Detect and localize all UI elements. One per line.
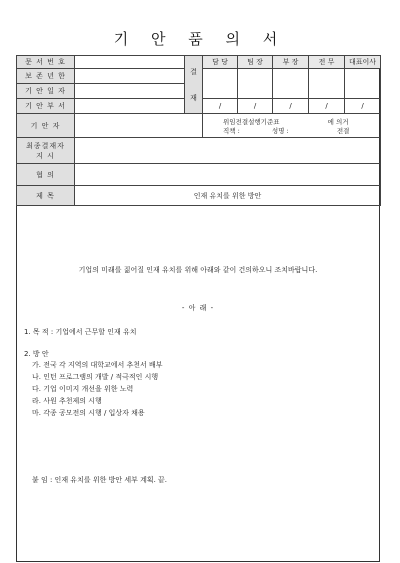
drafter-label: 기 안 자 xyxy=(17,114,75,138)
approval-label-top: 결 xyxy=(190,67,197,76)
approver-director: 전 무 xyxy=(309,56,345,69)
retention-field[interactable] xyxy=(75,69,185,84)
doc-no-field[interactable] xyxy=(75,56,185,69)
agreement-field[interactable] xyxy=(75,164,381,186)
drafter-field[interactable] xyxy=(75,114,203,138)
draft-date-field[interactable] xyxy=(75,84,185,99)
delegate-line-1 xyxy=(205,117,378,126)
approval-label-bottom: 재 xyxy=(190,93,197,102)
approver-team-lead: 팀 장 xyxy=(238,56,273,69)
attachment-line: 붙 임 : 인재 유치를 위한 방안 세부 계획. 끝. xyxy=(32,476,168,484)
retention-label: 보 존 년 한 xyxy=(17,69,75,84)
delegate-cell xyxy=(203,114,381,138)
sign-box-staff[interactable] xyxy=(203,69,238,99)
dept-field[interactable] xyxy=(75,99,185,114)
delegate-rule: 위임전결설행기준표 xyxy=(223,117,280,126)
final-approver-label xyxy=(17,138,75,164)
date-slash: / xyxy=(238,99,273,114)
approver-manager: 부 장 xyxy=(273,56,309,69)
final-approver-field[interactable] xyxy=(75,138,381,164)
delegate-basis: 에 의거 xyxy=(327,117,349,126)
sign-box-ceo[interactable] xyxy=(345,69,381,99)
subject-label: 제 목 xyxy=(17,186,75,206)
delegate-result: 전결 xyxy=(336,126,350,135)
delegate-name: 성명 : xyxy=(271,126,289,135)
plan-subitem: 나. 인턴 프로그램의 개발 / 적극적인 시행 xyxy=(32,373,159,381)
plan-subitem: 마. 각종 공모전의 시행 / 입상자 채용 xyxy=(32,409,145,417)
intro-text: 기업의 미래를 짊어질 인재 유치를 위해 아래와 같이 건의하오니 조치바랍니다. xyxy=(78,266,318,274)
agreement-label: 협 의 xyxy=(17,164,75,186)
subject-value[interactable]: 인재 유치를 위한 방안 xyxy=(75,186,381,206)
approval-label xyxy=(185,56,203,114)
dept-label: 기 안 부 서 xyxy=(17,99,75,114)
delegate-position: 직책 : xyxy=(223,126,240,135)
plan-subitem: 가. 전국 각 지역의 대학교에서 추천서 배부 xyxy=(32,361,163,369)
date-slash: / xyxy=(273,99,309,114)
plan-item: 2. 방 안 xyxy=(24,350,49,358)
date-slash: / xyxy=(345,99,381,114)
header-table xyxy=(16,55,381,206)
date-slash: / xyxy=(203,99,238,114)
date-slash: / xyxy=(309,99,345,114)
sign-box-manager[interactable] xyxy=(273,69,309,99)
final-approver-label-2: 지 시 xyxy=(36,151,55,160)
sign-box-team-lead[interactable] xyxy=(238,69,273,99)
sign-box-director[interactable] xyxy=(309,69,345,99)
final-approver-label-1: 최종결재자 xyxy=(26,141,65,150)
plan-subitem: 라. 사원 추천제의 시행 xyxy=(32,397,102,405)
document-title: 기 안 품 의 서 xyxy=(113,30,287,48)
draft-date-label: 기 안 일 자 xyxy=(17,84,75,99)
doc-no-label: 문 서 번 호 xyxy=(17,56,75,69)
notice-heading: - 아 래 - xyxy=(181,304,215,312)
delegate-line-2 xyxy=(205,126,378,135)
approver-staff: 담 당 xyxy=(203,56,238,69)
approver-ceo: 대표이사 xyxy=(345,56,381,69)
plan-subitem: 다. 기업 이미지 개선을 위한 노력 xyxy=(32,385,134,393)
purpose-item: 1. 목 적 : 기업에서 근무할 인재 유치 xyxy=(24,328,137,336)
